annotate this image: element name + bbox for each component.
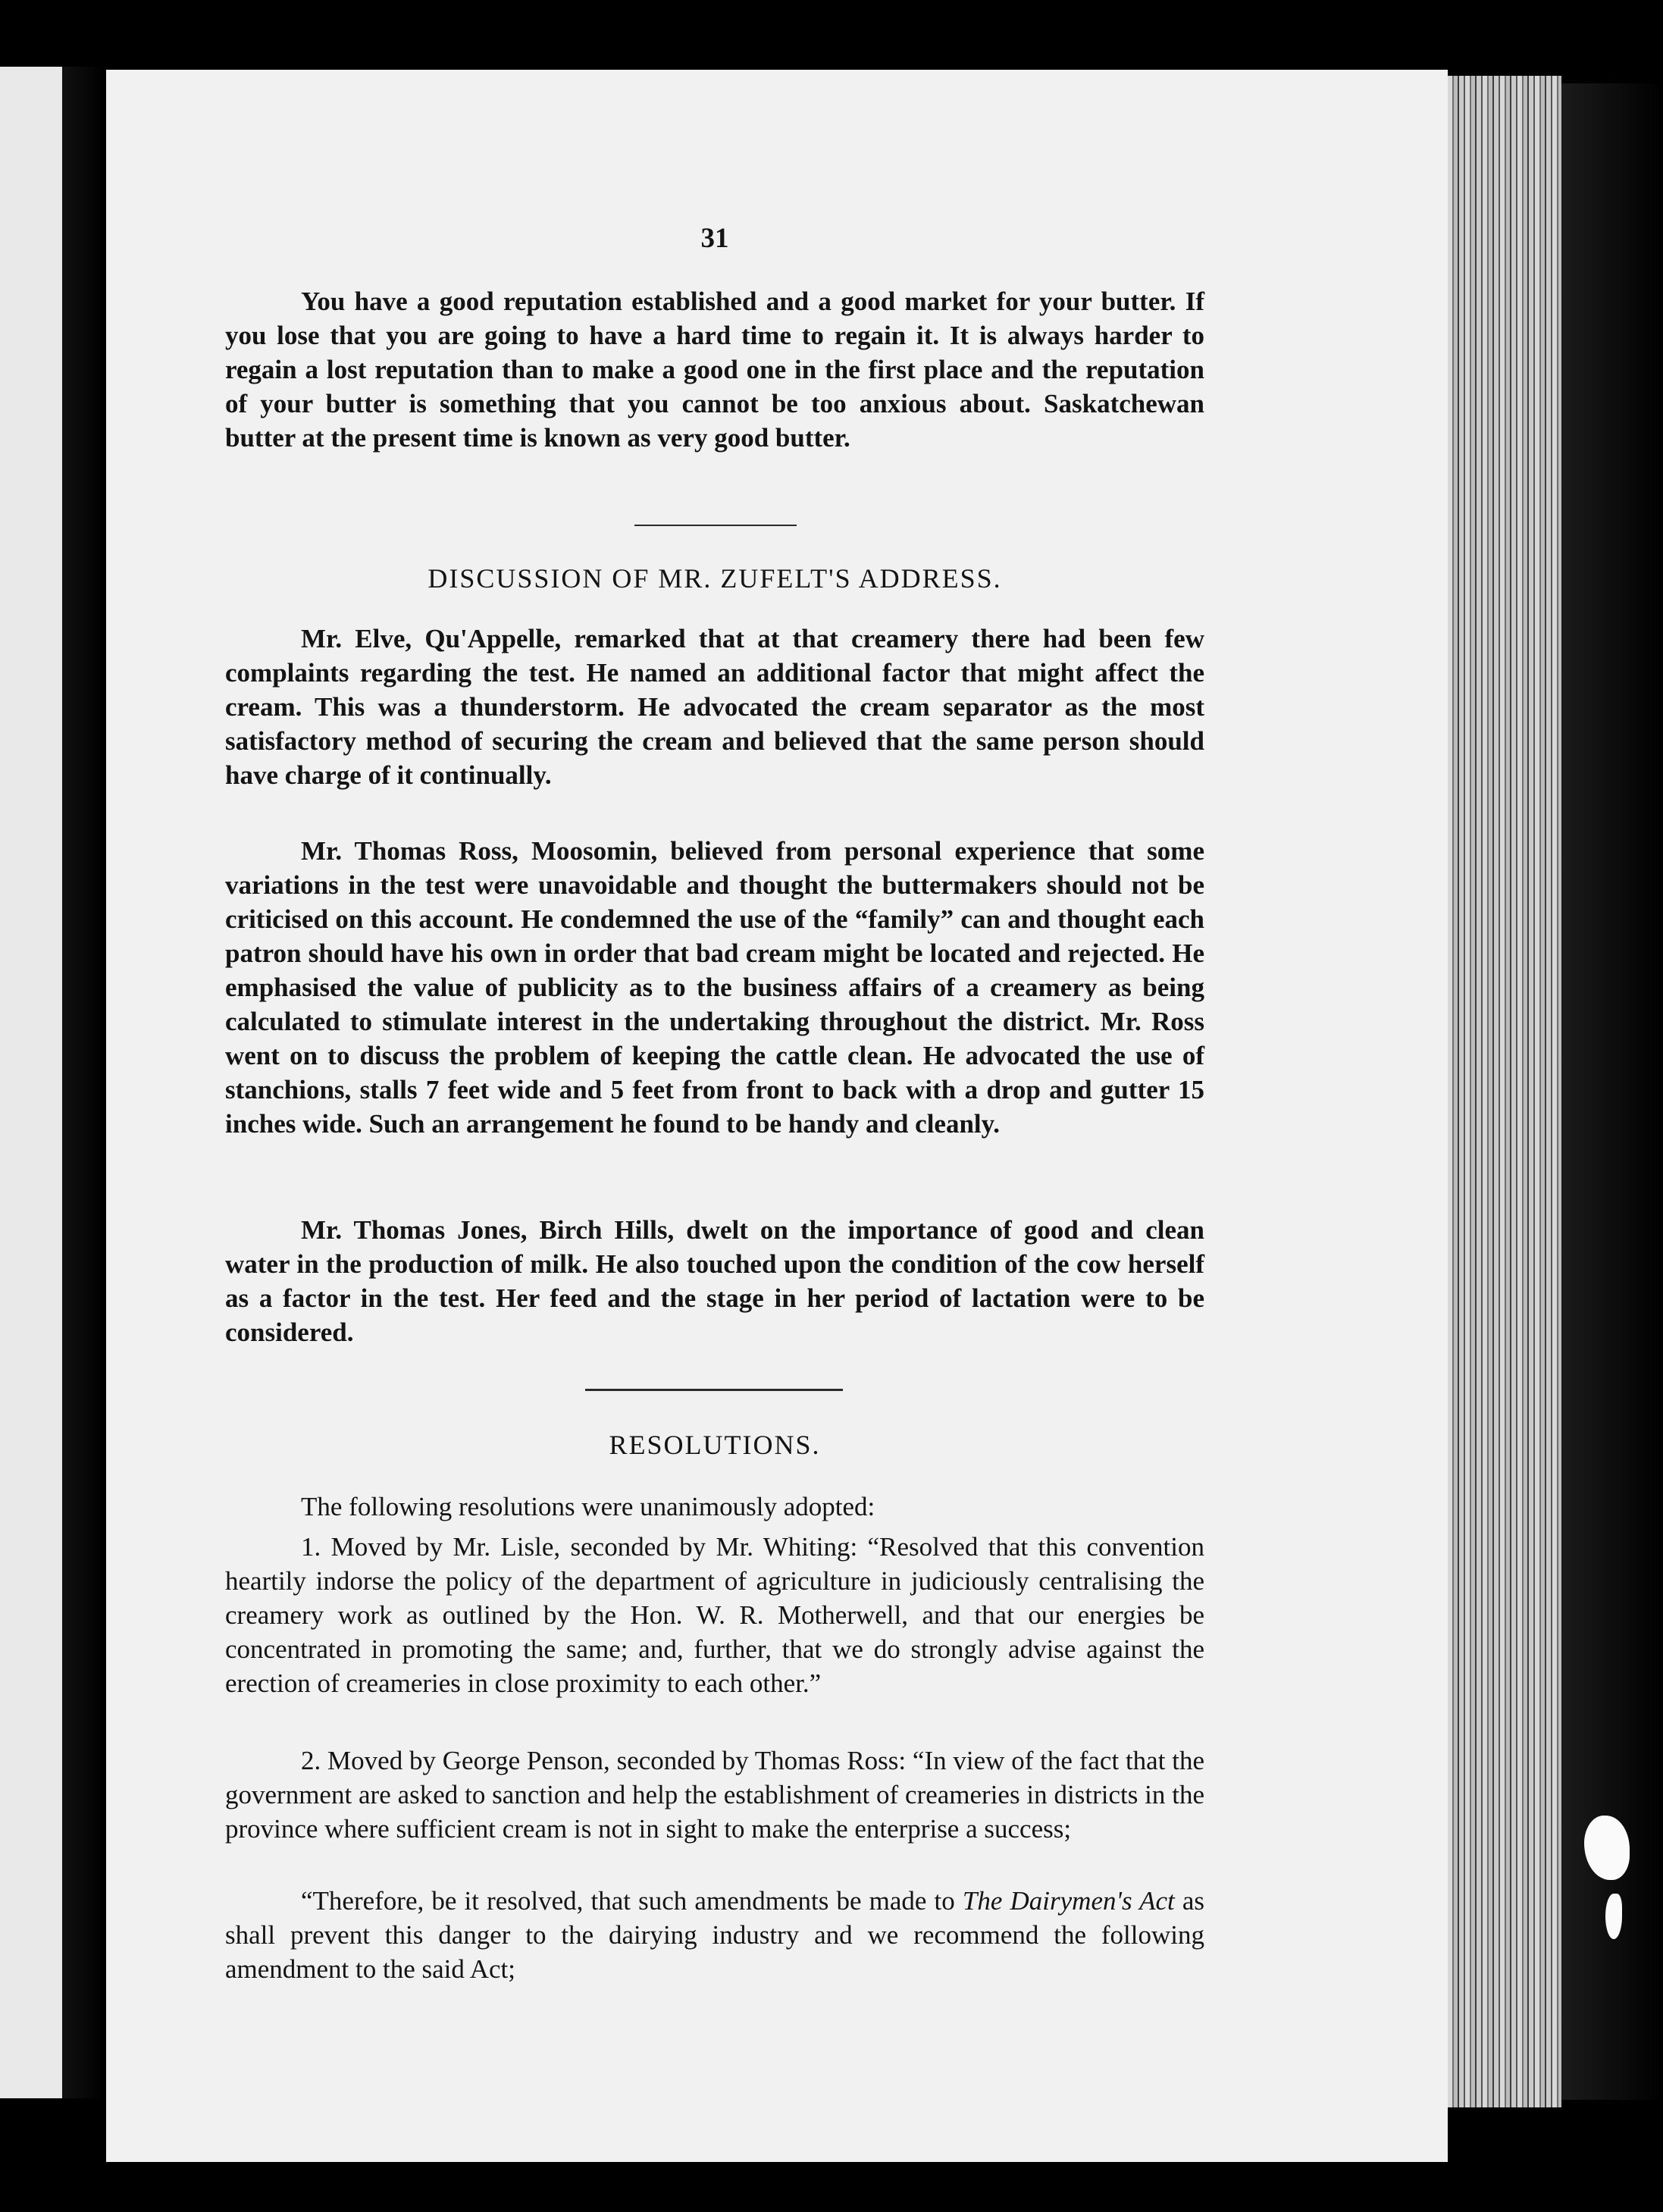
resolution-item: 1. Moved by Mr. Lisle, seconded by Mr. Whiting: “Resolved that this convention heartily indorse the policy of the department of agriculture in judiciously centralising the creamery work as outlined by the Hon. W. R. Motherwell, and that our energies be concentrated in promoting the same; and, further, that we do strongly advise against the erection of creameries in close proximity to each other.” [225,1532,1204,1698]
discussion-heading: DISCUSSION OF MR. ZUFELT'S ADDRESS. [427,563,1002,594]
discussion-paragraph: Mr. Elve, Qu'Appelle, remarked that at that creamery there had been few complaints regarding the test. He named an additional factor that might affect the cream. This was a thunderstorm. He advocated the cream separator as the most satisfactory method of securing the cream and believed that the same person should have charge of it continually. [225,624,1204,790]
section-divider [585,1389,843,1391]
page-number: 31 [700,223,729,254]
book-edge-shadow [1561,83,1663,2100]
intro-paragraph: You have a good reputation established and a good market for your butter. If you lose that you are going to have a hard time to regain it. It is always harder to regain a lost reputation than to make a good one in the first place and the reputation of your butter is something that you cannot be too anxious about. Saskatchewan butter at the present time is known as very good butter. [225,287,1204,453]
scan-artifact [1605,1894,1622,1939]
facing-page-edge [0,67,62,2098]
resolution-therefore [225,1884,1204,1986]
resolutions-heading: RESOLUTIONS. [609,1430,821,1460]
section-divider [634,525,797,526]
act-title: The Dairymen's Act [962,1886,1175,1916]
resolution-therefore-text: “Therefore, be it resolved, that such amendments be made to [301,1886,963,1916]
book-gutter [62,67,105,2098]
discussion-paragraph: Mr. Thomas Ross, Moosomin, believed from personal experience that some variations in the test were unavoidable and thought the buttermakers should not be criticised on this account. He condemned the use of the “family” can and thought each patron should have his own in order that bad cream might be located and rejected. He emphasised the value of publicity as to the business affairs of a creamery as being calculated to stimulate interest in the undertaking throughout the district. Mr. Ross went on to discuss the problem of keeping the cattle clean. He advocated the use of stanchions, stalls 7 feet wide and 5 feet from front to back with a drop and gutter 15 inches wide. Such an arrangement he found to be handy and cleanly. [225,836,1204,1139]
discussion-paragraph: Mr. Thomas Jones, Birch Hills, dwelt on the importance of good and clean water in the production of milk. He also touched upon the condition of the cow herself as a factor in the test. Her feed and the stage in her period of lactation were to be considered. [225,1215,1204,1347]
resolution-item: 2. Moved by George Penson, seconded by Thomas Ross: “In view of the fact that the government are asked to sanction and help the establishment of creameries in districts in the province where sufficient cream is not in sight to make the enterprise a success; [225,1746,1204,1844]
resolutions-intro: The following resolutions were unanimously adopted: [301,1492,875,1521]
page-stack-edge [1448,76,1561,2107]
resolution-therefore-text: as shall prevent this danger to the dairying industry and we recommend the following amendment to the said Act; [225,1886,1205,1984]
